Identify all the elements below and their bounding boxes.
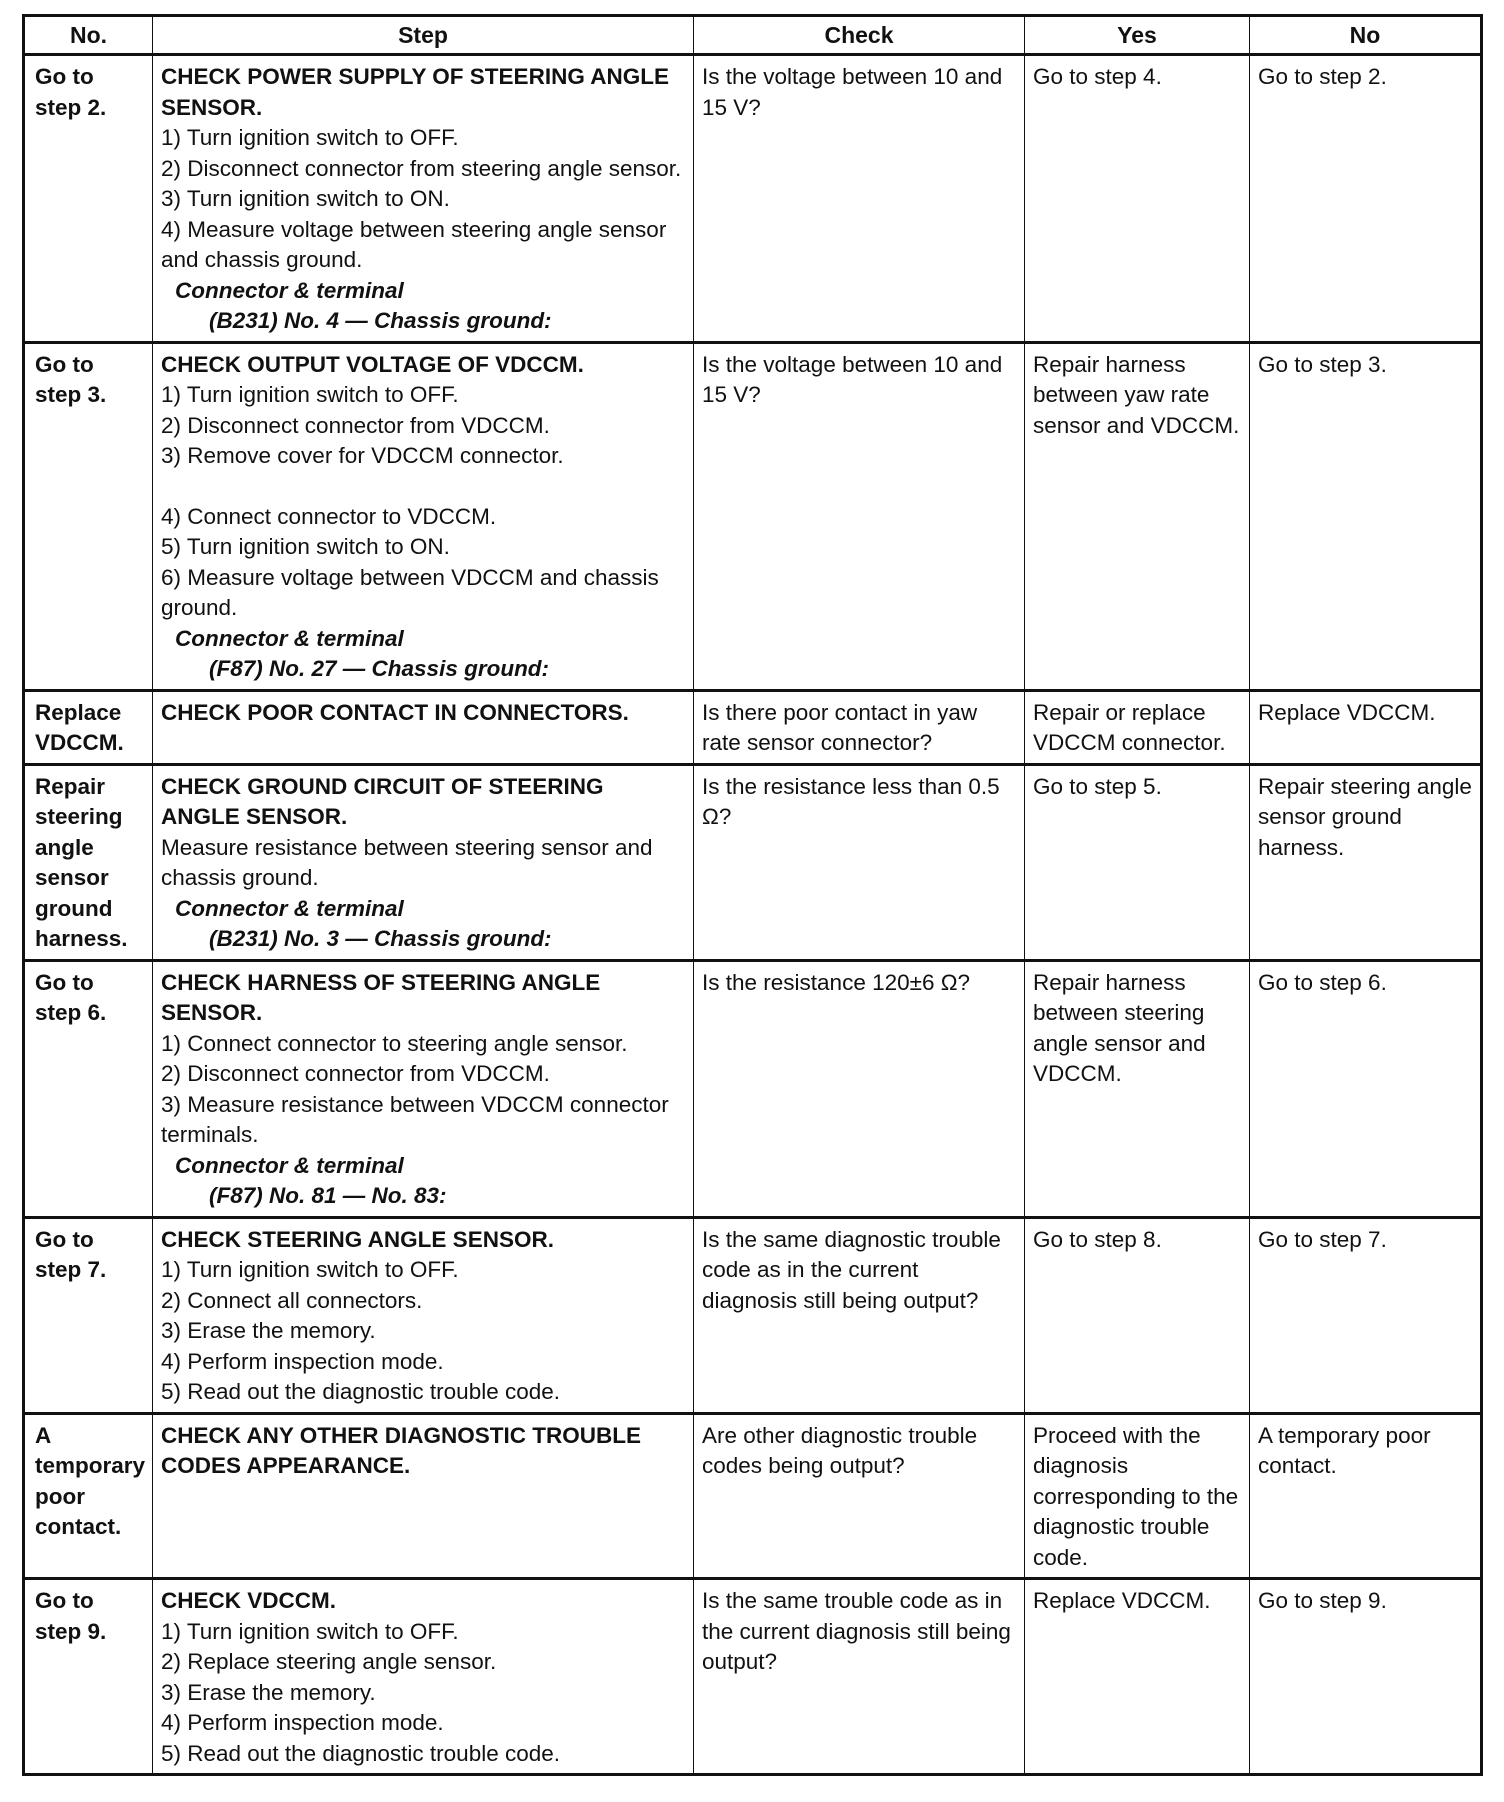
no-cell: Replace VDCCM. bbox=[1250, 690, 1482, 764]
table-row bbox=[24, 55, 1482, 343]
terminal-spec: (B231) No. 4 — Chassis ground: bbox=[209, 308, 552, 333]
step-title: CHECK STEERING ANGLE SENSOR. bbox=[161, 1226, 554, 1252]
step-instruction: 3) Turn ignition switch to ON. bbox=[161, 186, 450, 211]
no-cell: Repair steering angle sensor ground harness. bbox=[1250, 764, 1482, 960]
table-row bbox=[24, 1579, 1482, 1775]
step-instruction: 4) Perform inspection mode. bbox=[161, 1710, 444, 1735]
table-row bbox=[24, 1413, 1482, 1579]
yes-cell: Replace VDCCM. bbox=[1025, 1579, 1250, 1775]
step-title: CHECK HARNESS OF STEERING ANGLE SENSOR. bbox=[161, 969, 601, 1025]
check-cell: Is the same diagnostic trouble code as in the current diagnosis still being output? bbox=[694, 1217, 1025, 1413]
yes-cell: Proceed with the diagnosis corresponding to the diagnostic trouble code. bbox=[1025, 1413, 1250, 1579]
table-row bbox=[24, 1217, 1482, 1413]
step-cell bbox=[153, 1413, 694, 1579]
connector-terminal-label: Connector & terminal bbox=[175, 1152, 404, 1178]
connector-terminal-label: Connector & terminal bbox=[175, 277, 404, 303]
step-instruction: 4) Perform inspection mode. bbox=[161, 1348, 444, 1374]
header-check: Check bbox=[694, 16, 1025, 55]
diagnostic-procedure-table bbox=[22, 14, 1483, 1776]
no-cell: Go to step 3. bbox=[1250, 342, 1482, 690]
terminal-spec: (F87) No. 27 — Chassis ground: bbox=[209, 656, 550, 681]
check-cell: Is the voltage between 10 and 15 V? bbox=[694, 342, 1025, 690]
yes-cell: Go to step 8. bbox=[1025, 1217, 1250, 1413]
step-instruction: 3) Erase the memory. bbox=[161, 1679, 376, 1705]
step-title: CHECK POOR CONTACT IN CONNECTORS. bbox=[161, 699, 629, 725]
check-cell: Are other diagnostic trouble codes being output? bbox=[694, 1413, 1025, 1579]
step-cell bbox=[153, 690, 694, 764]
step-instruction: 3) Remove cover for VDCCM connector. bbox=[161, 443, 564, 468]
check-cell: Is there poor contact in yaw rate sensor connector? bbox=[694, 690, 1025, 764]
header-no: No. bbox=[24, 16, 153, 55]
step-cell bbox=[153, 342, 694, 690]
step-instruction: 2) Connect all connectors. bbox=[161, 1287, 423, 1313]
step-number: Go to step 7. bbox=[24, 1217, 153, 1413]
step-number: A temporary poor contact. bbox=[24, 1413, 153, 1579]
step-instruction: 5) Turn ignition switch to ON. bbox=[161, 534, 450, 559]
step-number: Go to step 9. bbox=[24, 1579, 153, 1775]
table-row bbox=[24, 342, 1482, 690]
table-header-row bbox=[24, 16, 1482, 55]
header-step: Step bbox=[153, 16, 694, 55]
step-instruction: 2) Disconnect connector from VDCCM. bbox=[161, 1061, 550, 1086]
step-number: Go to step 3. bbox=[24, 342, 153, 690]
step-title: CHECK POWER SUPPLY OF STEERING ANGLE SENSOR. bbox=[161, 64, 669, 120]
step-instruction: 2) Disconnect connector from VDCCM. bbox=[161, 412, 550, 438]
step-number: Go to step 2. bbox=[24, 55, 153, 343]
diagnostic-table-sheet bbox=[22, 14, 1480, 1776]
terminal-spec: (F87) No. 81 — No. 83: bbox=[209, 1183, 447, 1208]
no-cell: Go to step 9. bbox=[1250, 1579, 1482, 1775]
check-cell: Is the resistance less than 0.5 Ω? bbox=[694, 764, 1025, 960]
step-instruction: 1) Connect connector to steering angle sensor. bbox=[161, 1030, 628, 1056]
step-number: Repair steering angle sensor ground harness. bbox=[24, 764, 153, 960]
step-instruction: 1) Turn ignition switch to OFF. bbox=[161, 1618, 459, 1644]
step-title: CHECK VDCCM. bbox=[161, 1588, 337, 1613]
step-cell bbox=[153, 1579, 694, 1775]
step-title: CHECK OUTPUT VOLTAGE OF VDCCM. bbox=[161, 351, 584, 377]
connector-terminal-label: Connector & terminal bbox=[175, 625, 404, 651]
header-yes: Yes bbox=[1025, 16, 1250, 55]
step-instruction: 4) Connect connector to VDCCM. bbox=[161, 503, 497, 529]
step-instruction: 5) Read out the diagnostic trouble code. bbox=[161, 1379, 561, 1404]
check-cell: Is the resistance 120±6 Ω? bbox=[694, 960, 1025, 1217]
yes-cell: Go to step 4. bbox=[1025, 55, 1250, 343]
step-instruction: 2) Disconnect connector from steering angle sensor. bbox=[161, 155, 682, 181]
step-instruction: 3) Erase the memory. bbox=[161, 1318, 376, 1343]
table-row bbox=[24, 960, 1482, 1217]
step-instruction: 1) Turn ignition switch to OFF. bbox=[161, 382, 459, 407]
yes-cell: Repair harness between yaw rate sensor and VDCCM. bbox=[1025, 342, 1250, 690]
yes-cell: Go to step 5. bbox=[1025, 764, 1250, 960]
step-instruction: 3) Measure resistance between VDCCM connector terminals. bbox=[161, 1091, 669, 1147]
table-row bbox=[24, 764, 1482, 960]
no-cell: Go to step 2. bbox=[1250, 55, 1482, 343]
yes-cell: Repair harness between steering angle sensor and VDCCM. bbox=[1025, 960, 1250, 1217]
no-cell: Go to step 7. bbox=[1250, 1217, 1482, 1413]
step-instruction: 1) Turn ignition switch to OFF. bbox=[161, 125, 459, 150]
table-row bbox=[24, 690, 1482, 764]
step-cell bbox=[153, 1217, 694, 1413]
step-instruction: Measure resistance between steering sensor and chassis ground. bbox=[161, 834, 653, 890]
step-cell bbox=[153, 764, 694, 960]
step-title: CHECK GROUND CIRCUIT OF STEERING ANGLE SENSOR. bbox=[161, 773, 604, 829]
step-cell bbox=[153, 55, 694, 343]
check-cell: Is the same trouble code as in the current diagnosis still being output? bbox=[694, 1579, 1025, 1775]
step-spacer bbox=[161, 472, 685, 502]
table-body bbox=[24, 55, 1482, 1775]
header-no-result: No bbox=[1250, 16, 1482, 55]
step-instruction: 2) Replace steering angle sensor. bbox=[161, 1649, 497, 1674]
check-cell: Is the voltage between 10 and 15 V? bbox=[694, 55, 1025, 343]
step-instruction: 1) Turn ignition switch to OFF. bbox=[161, 1257, 459, 1282]
yes-cell: Repair or replace VDCCM connector. bbox=[1025, 690, 1250, 764]
step-instruction: 6) Measure voltage between VDCCM and chassis ground. bbox=[161, 564, 659, 620]
step-title: CHECK ANY OTHER DIAGNOSTIC TROUBLE CODES APPEARANCE. bbox=[161, 1422, 642, 1478]
no-cell: A temporary poor contact. bbox=[1250, 1413, 1482, 1579]
step-number: Go to step 6. bbox=[24, 960, 153, 1217]
step-number: Replace VDCCM. bbox=[24, 690, 153, 764]
terminal-spec: (B231) No. 3 — Chassis ground: bbox=[209, 926, 552, 951]
connector-terminal-label: Connector & terminal bbox=[175, 895, 404, 921]
step-instruction: 4) Measure voltage between steering angle sensor and chassis ground. bbox=[161, 216, 667, 272]
no-cell: Go to step 6. bbox=[1250, 960, 1482, 1217]
step-instruction: 5) Read out the diagnostic trouble code. bbox=[161, 1740, 561, 1766]
step-cell bbox=[153, 960, 694, 1217]
